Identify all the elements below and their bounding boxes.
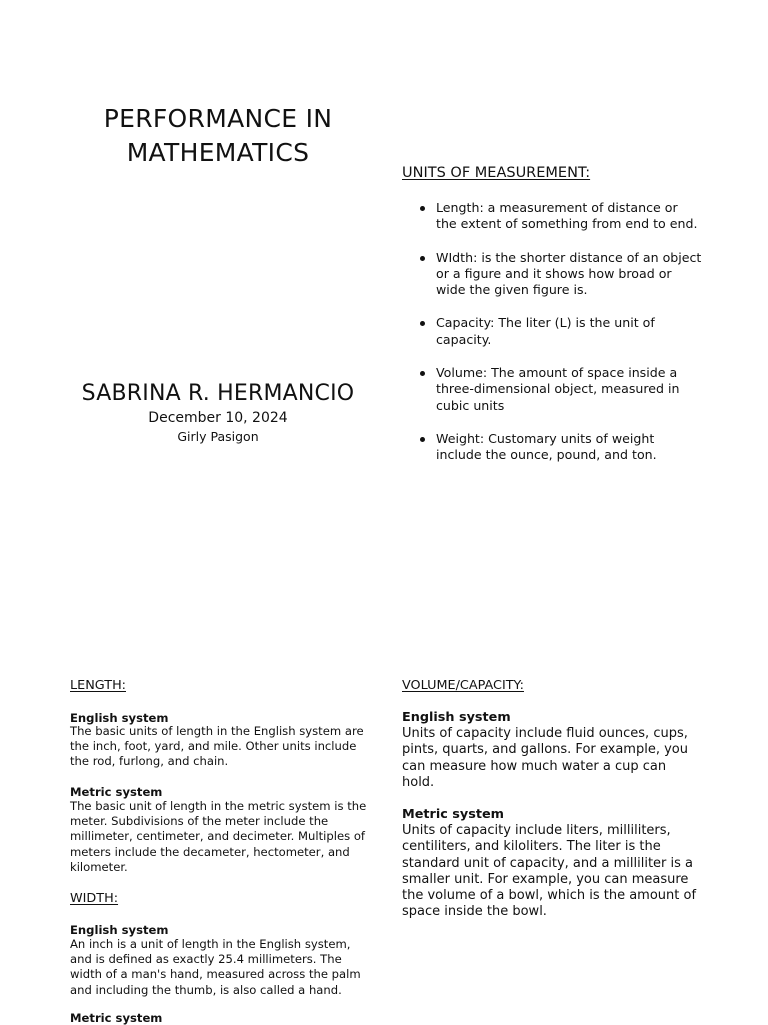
- bullet-icon: [420, 437, 425, 442]
- length-metric-text: The basic unit of length in the metric system is the meter. Subdivisions of the meter include the millimeter, centimeter, and decimeter. Multiples of meters include the decameter, hectometer, and kilometer.: [70, 799, 367, 874]
- bullet-icon: [420, 206, 425, 211]
- bullet-icon: [420, 256, 425, 261]
- width-english-text: An inch is a unit of length in the English system, and is defined as exactly 25.4 millimeters. The width of a man's hand, measured across the palm and including the thumb, is also called a hand.: [70, 937, 361, 997]
- volume-english-heading: English system: [402, 710, 511, 725]
- list-item: [402, 250, 702, 299]
- list-item: [402, 365, 702, 414]
- author-subtitle: Girly Pasigon: [177, 429, 259, 444]
- list-item-text: WIdth: is the shorter distance of an object or a figure and it shows how broad or wide the given figure is.: [436, 249, 702, 298]
- list-item-text: Capacity: The liter (L) is the unit of capacity.: [436, 315, 655, 347]
- bullet-icon: [420, 321, 425, 326]
- length-heading: LENGTH:: [70, 678, 126, 693]
- list-item: [402, 315, 702, 348]
- length-english-heading: English system: [70, 711, 169, 725]
- volume-english-text: Units of capacity include fluid ounces, cups, pints, quarts, and gallons. For example, you can measure how much water a cup can hold.: [402, 726, 688, 790]
- document-date: December 10, 2024: [148, 410, 288, 426]
- width-english-heading: English system: [70, 923, 169, 937]
- author-name: SABRINA R. HERMANCIO: [81, 381, 355, 406]
- list-item-text: Weight: Customary units of weight include the ounce, pound, and ton.: [436, 430, 657, 463]
- volume-heading: VOLUME/CAPACITY:: [402, 678, 524, 693]
- volume-metric-text: Units of capacity include liters, milliliters, centiliters, and kiloliters. The liter is the standard unit of capacity, and a milliliter is a smaller unit. For example, you can measure the volume of a bowl, which is the amount of space inside the bowl.: [402, 823, 697, 920]
- length-english-text: The basic units of length in the English system are the inch, foot, yard, and mile. Other units include the rod, furlong, and chain.: [70, 724, 364, 769]
- width-heading: WIDTH:: [70, 891, 119, 906]
- list-item-text: Volume: The amount of space inside a three-dimensional object, measured in cubic units: [436, 365, 680, 413]
- bullet-icon: [420, 371, 425, 376]
- document-title: PERFORMANCE IN MATHEMATICS: [103, 104, 333, 167]
- units-list: [402, 200, 702, 481]
- list-item: [402, 200, 702, 233]
- units-heading: UNITS OF MEASUREMENT:: [402, 165, 591, 181]
- list-item: [402, 431, 702, 464]
- list-item-text: Length: a measurement of distance or the extent of something from end to end.: [436, 200, 698, 232]
- width-metric-heading: Metric system: [70, 1011, 163, 1025]
- volume-metric-heading: Metric system: [402, 807, 504, 822]
- length-metric-heading: Metric system: [70, 785, 163, 799]
